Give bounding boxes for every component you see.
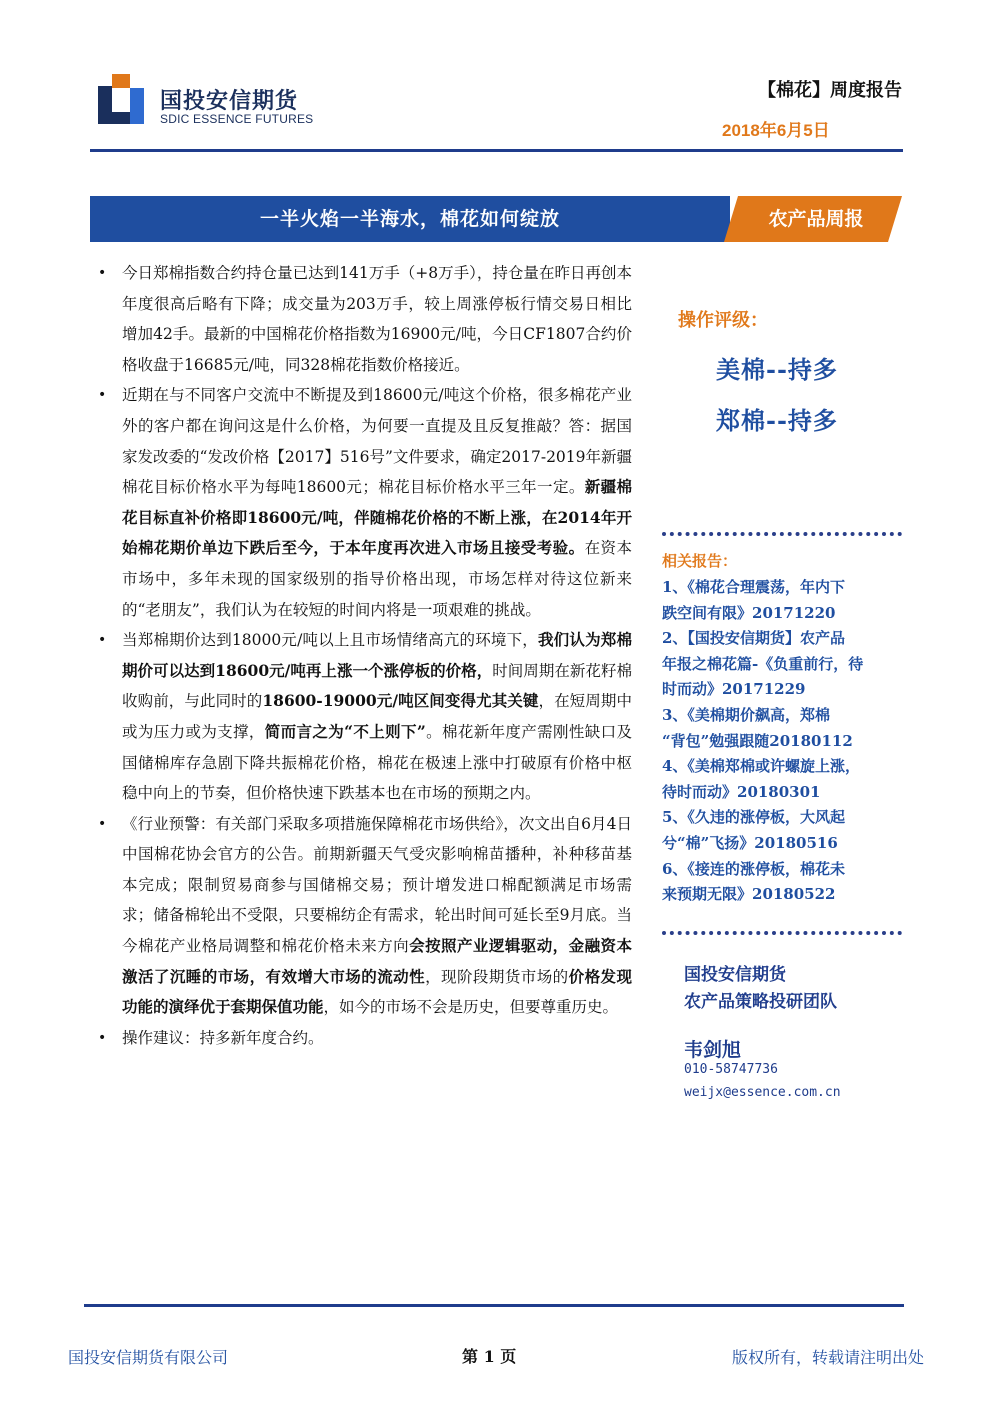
header-divider (90, 149, 903, 152)
rating-label: 操作评级： (678, 310, 768, 331)
page-number: 第 1 页 (462, 1347, 517, 1366)
related-report-line: 6、《接连的涨停板，棉花未 (662, 859, 845, 878)
footer-divider (84, 1304, 904, 1307)
body-text: 时间周期在新花籽棉收购前，与此同时的 (122, 661, 632, 711)
dotted-divider (662, 532, 902, 536)
rating-zhengzhou-cotton: 郑棉--持多 (716, 406, 838, 435)
main-body (92, 258, 632, 1053)
related-reports-title: 相关报告： (662, 552, 738, 570)
related-report-line: 2、【国投安信期货】农产品 (662, 629, 845, 648)
related-report-line: 兮“棉”飞扬》20180516 (662, 833, 838, 852)
rating-us-cotton: 美棉--持多 (716, 355, 838, 384)
body-text: 今日郑棉指数合约持仓量已达到141万手（+8万手），持仓量在昨日再创本年度很高后略有下降；成交量为203万手，较上周涨停板行情交易日相比增加42手。最新的中国棉花价格指数为16900元/吨，今日CF1807合约价格收盘于16685元/吨，同328棉花指数价格接近。 (122, 264, 632, 374)
report-title: 一半火焰一半海水，棉花如何绽放 (259, 208, 560, 230)
bullet-paragraph (92, 809, 632, 1023)
body-text: 近期在与不同客户交流中不断提及到18600元/吨这个价格，很多棉花产业外的客户都在询问这是什么价格，为何要一直提及且反复推敲？答：据国家发改委的“发改价格【2017】516号”文件要求，确定2017-2019年新疆棉花目标价格水平为每吨18600元；棉花目标价格水平三年一定。 (122, 386, 633, 497)
related-report-line: 1、《棉花合理震荡，年内下 (662, 578, 845, 596)
related-report-line: 待时而动》20180301 (662, 782, 821, 801)
related-report-line: 时而动》20171229 (662, 680, 806, 699)
related-report-line: 3、《美棉期价飙高，郑棉 (662, 705, 830, 724)
body-text: 在资本市场中，多年未现的国家级别的指导价格出现，市场怎样对待这位新来的“老朋友”，我们认为在较短的时间内将是一项艰难的挑战。 (122, 539, 632, 619)
body-text: 《行业预警：有关部门采取多项措施保障棉花市场供给》，次文出自6月4日中国棉花协会官方的公告。前期新疆天气受灾影响棉苗播种，补种移苗基本完成；限制贸易商参与国储棉交易；预计增发进口棉配额满足市场需求；储备棉轮出不受限，只要棉纺企有需求，轮出时间可延长至9月底。当今棉花产业格局调整和棉花价格未来方向 (122, 814, 632, 956)
footer-company: 国投安信期货有限公司 (68, 1348, 229, 1367)
footer-copyright: 版权所有，转载请注明出处 (731, 1348, 924, 1367)
related-report-line: 年报之棉花篇-《负重前行，待 (662, 654, 864, 673)
bullet-paragraph (92, 1023, 632, 1054)
emphasis-text: 会按照产业逻辑驱动，金融资本激活了沉睡的市场，有效增大市场的流动性 (122, 936, 632, 986)
emphasis-text: 18600-19000元/吨区间变得尤其关键 (262, 691, 539, 711)
emphasis-text: 新疆棉花目标直补价格即18600元/吨，伴随棉花价格的不断上涨，在2014年开始棉花期价单边下跌后至今，于本年度再次进入市场且接受考验。 (122, 477, 632, 558)
related-report-line: 跌空间有限》20171220 (662, 603, 836, 622)
bullet-paragraph (92, 258, 632, 380)
report-date: 2018年6月5日 (722, 121, 830, 140)
related-report-line: 5、《久违的涨停板，大风起 (662, 808, 845, 827)
company-logo-icon (98, 74, 144, 124)
bullet-paragraph (92, 625, 632, 809)
analyst-email[interactable]: weijx@essence.com.cn (684, 1085, 841, 1100)
bullet-paragraph (92, 380, 632, 625)
company-name-cn: 国投安信期货 (160, 89, 299, 114)
emphasis-text: 价格发现功能的演绎优于套期保值功能 (122, 966, 632, 1017)
body-text: ，如今的市场不会是历史，但要尊重历史。 (323, 998, 619, 1017)
body-text: 。棉花新年度产需刚性缺口及国储棉库存急剧下降共振棉花价格，棉花在极速上涨中打破原有价格中枢稳中向上的节奏，但价格快速下跌基本也在市场的预期之内。 (122, 722, 632, 803)
analyst-name: 韦剑旭 (684, 1039, 742, 1061)
body-text: ，现阶段期货市场的 (425, 967, 569, 986)
company-name-en: SDIC ESSENCE FUTURES (160, 112, 314, 126)
emphasis-text: 简而言之为“不上则下” (264, 721, 426, 741)
team-name: 农产品策略投研团队 (684, 992, 837, 1012)
body-text: 操作建议：持多新年度合约。 (122, 1028, 324, 1047)
team-company: 国投安信期货 (684, 965, 786, 985)
related-report-line: “背包”勉强跟随20180112 (662, 731, 853, 750)
analyst-phone: 010-58747736 (684, 1062, 778, 1077)
emphasis-text: 我们认为郑棉期价可以达到18600元/吨再上涨一个涨停板的价格， (122, 630, 632, 680)
body-text: ，在短周期中或为压力或为支撑， (122, 692, 632, 741)
related-reports-list (662, 575, 902, 908)
body-text: 当郑棉期价达到18000元/吨以上且市场情绪高亢的环境下， (122, 631, 538, 650)
related-report-line: 来预期无限》20180522 (662, 885, 836, 904)
category-tag: 农产品周报 (768, 208, 864, 230)
dotted-divider (662, 931, 902, 935)
report-type: 【棉花】周度报告 (758, 80, 902, 101)
related-report-line: 4、《美棉郑棉或许螺旋上涨， (662, 757, 860, 776)
